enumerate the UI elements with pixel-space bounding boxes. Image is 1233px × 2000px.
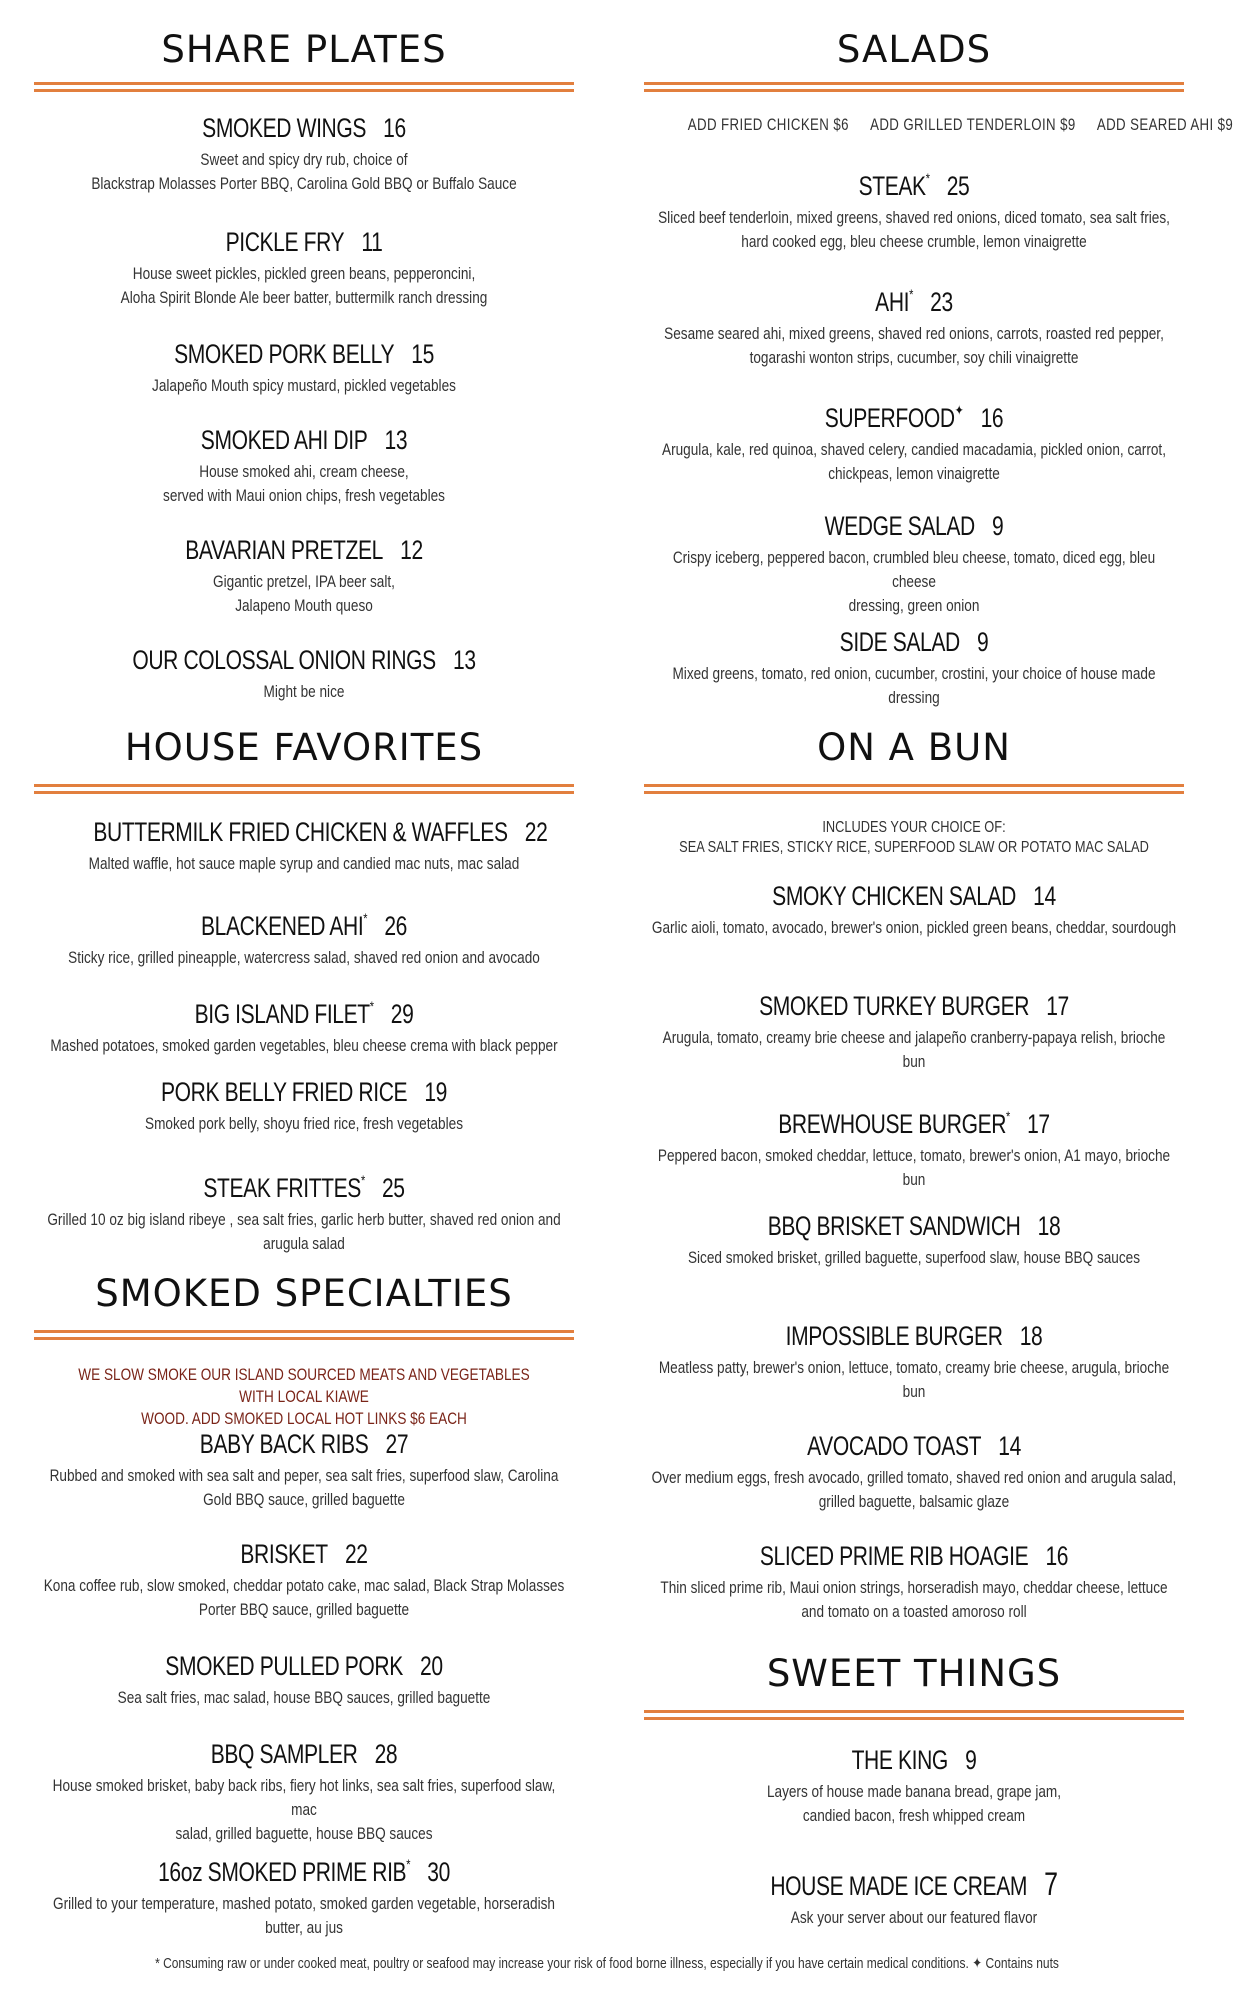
item-name: BRISKET [240, 1539, 328, 1569]
menu-item-heading [703, 162, 1124, 202]
menu-item-side-salad [644, 626, 1184, 710]
smoked-note: WE SLOW SMOKE OUR ISLAND SOURCED MEATS AND VEGETABLES WITH LOCAL KIAWE WOOD. ADD SMOKED LOCAL HOT LINKS $6 EACH [78, 1365, 530, 1428]
item-price: 17 [1027, 1109, 1050, 1139]
menu-item-blackened-ahi [34, 902, 574, 970]
item-price: 16 [980, 403, 1004, 433]
smoked-specialties-title: SMOKED SPECIALTIES [95, 1272, 513, 1315]
house-favorites-title: HOUSE FAVORITES [124, 726, 484, 769]
menu-item-heading [703, 394, 1124, 434]
item-price: 9 [965, 1745, 977, 1775]
menu-item-heading [703, 1540, 1124, 1572]
item-description: Sliced beef tenderloin, mixed greens, shaved red onions, diced tomato, sea salt fries, hard cooked egg, bleu cheese crumble, lemon vinaigrette [658, 208, 1170, 251]
item-name: IMPOSSIBLE BURGER [785, 1321, 1003, 1351]
item-price: 19 [424, 1077, 447, 1107]
salads-title: SALADS [836, 28, 992, 71]
menu-item-heading [93, 1538, 514, 1570]
item-price: 29 [390, 999, 414, 1029]
item-price: 14 [1033, 881, 1056, 911]
section-rule [34, 1330, 574, 1340]
item-description: Arugula, kale, red quinoa, shaved celery, candied macadamia, pickled onion, carrot, chickpeas, lemon vinaigrette [662, 440, 1166, 483]
menu-item-house-made-ice-cream [644, 1868, 1184, 1930]
menu-item-steak-frittes [34, 1164, 574, 1256]
menu-item-heading [93, 1650, 514, 1682]
menu-item-heading [703, 1744, 1124, 1776]
menu-item-impossible-burger [644, 1320, 1184, 1404]
item-price: 7 [1044, 1866, 1058, 1902]
item-description: House smoked brisket, baby back ribs, fiery hot links, sea salt fries, superfood slaw, mac salad, grilled baguette, house BBQ sauces [52, 1776, 556, 1843]
item-description: Garlic aioli, tomato, avocado, brewer's onion, pickled green beans, cheddar, sourdough [651, 918, 1177, 937]
menu-item-heading [93, 1428, 514, 1460]
menu-item-heading [93, 1848, 514, 1888]
item-description: Arugula, tomato, creamy brie cheese and jalapeño cranberry-papaya relish, brioche bun [662, 1028, 1166, 1071]
item-name: BUTTERMILK FRIED CHICKEN & WAFFLES [93, 817, 508, 847]
section-rule [644, 784, 1184, 794]
menu-item-heading [93, 1164, 514, 1204]
raw-warning-mark: * [363, 910, 368, 926]
item-description: Smoked pork belly, shoyu fried rice, fresh vegetables [145, 1114, 463, 1133]
item-price: 11 [361, 227, 383, 257]
addon-grilled-tenderloin: ADD GRILLED TENDERLOIN $9 [870, 115, 1076, 134]
menu-item-brewhouse-burger [644, 1100, 1184, 1192]
item-price: 26 [384, 911, 407, 941]
menu-item-heading [93, 112, 514, 144]
item-description: Crispy iceberg, peppered bacon, crumbled bleu cheese, tomato, diced egg, bleu cheese dressing, green onion [672, 548, 1156, 615]
item-name: SLICED PRIME RIB HOAGIE [759, 1541, 1029, 1571]
section-rule [644, 82, 1184, 92]
item-description: Mixed greens, tomato, red onion, cucumber, crostini, your choice of house made dressing [672, 664, 1156, 707]
item-price: 12 [400, 535, 423, 565]
item-description: Sweet and spicy dry rub, choice of Blackstrap Molasses Porter BBQ, Carolina Gold BBQ or Buffalo Sauce [91, 150, 517, 193]
menu-item-heading [703, 1868, 1124, 1902]
item-name: PORK BELLY FRIED RICE [161, 1077, 408, 1107]
section-rule [34, 784, 574, 794]
menu-item-big-island-filet [34, 990, 574, 1058]
item-price: 25 [946, 171, 970, 201]
menu-item-pickle-fry [34, 226, 574, 310]
menu-item-heading [703, 278, 1124, 318]
menu-item-16oz-smoked-prime-rib [34, 1848, 574, 1940]
item-description: House smoked ahi, cream cheese, served with Maui onion chips, fresh vegetables [163, 462, 445, 505]
menu-item-heading [93, 902, 514, 942]
menu-item-baby-back-ribs [34, 1428, 574, 1512]
item-name: SIDE SALAD [839, 627, 960, 657]
item-description: Siced smoked brisket, grilled baguette, superfood slaw, house BBQ sauces [687, 1248, 1141, 1267]
menu-item-heading [93, 816, 548, 848]
item-name: SMOKED PULLED PORK [165, 1651, 403, 1681]
item-price: 17 [1046, 991, 1069, 1021]
raw-warning-mark: * [360, 1172, 365, 1188]
item-name: BABY BACK RIBS [199, 1429, 369, 1459]
section-rule [34, 82, 574, 92]
item-name: SMOKED WINGS [202, 113, 366, 143]
item-name: SMOKED TURKEY BURGER [759, 991, 1030, 1021]
item-description: Meatless patty, brewer's onion, lettuce, tomato, creamy brie cheese, arugula, brioche bun [658, 1358, 1170, 1401]
menu-item-heading [703, 880, 1124, 912]
item-price: 28 [374, 1739, 398, 1769]
item-price: 13 [384, 425, 408, 455]
item-price: 25 [381, 1173, 405, 1203]
item-description: Peppered bacon, smoked cheddar, lettuce, tomato, brewer's onion, A1 mayo, brioche bun [657, 1146, 1171, 1189]
menu-item-heading [93, 424, 514, 456]
item-price: 14 [998, 1431, 1021, 1461]
contains-nuts-icon: ✦ [954, 402, 964, 418]
item-name: HOUSE MADE ICE CREAM [770, 1871, 1028, 1901]
item-name: BLACKENED AHI [201, 911, 364, 941]
raw-warning-mark: * [925, 170, 930, 186]
item-price: 9 [992, 511, 1004, 541]
menu-item-heading [93, 226, 514, 258]
raw-warning-mark: * [369, 998, 374, 1014]
item-description: Kona coffee rub, slow smoked, cheddar potato cake, mac salad, Black Strap Molasses Porter BBQ sauce, grilled baguette [43, 1576, 565, 1619]
menu-item-heading [703, 1210, 1124, 1242]
bun-includes-note: INCLUDES YOUR CHOICE OF: SEA SALT FRIES, STICKY RICE, SUPERFOOD SLAW OR POTATO MAC SALAD [679, 819, 1149, 856]
item-name: BBQ SAMPLER [210, 1739, 358, 1769]
menu-item-avocado-toast [644, 1430, 1184, 1514]
item-price: 27 [385, 1429, 409, 1459]
addon-fried-chicken: ADD FRIED CHICKEN $6 [687, 115, 849, 134]
item-name: WEDGE SALAD [824, 511, 975, 541]
item-price: 30 [427, 1857, 450, 1887]
item-name: SMOKED AHI DIP [200, 425, 368, 455]
item-description: Over medium eggs, fresh avocado, grilled tomato, shaved red onion and arugula salad, grilled baguette, balsamic glaze [651, 1468, 1177, 1511]
item-description: Gigantic pretzel, IPA beer salt, Jalapeno Mouth queso [213, 572, 395, 615]
item-name: BBQ BRISKET SANDWICH [767, 1211, 1021, 1241]
menu-item-superfood [644, 394, 1184, 486]
item-name: STEAK FRITTES [203, 1173, 361, 1203]
item-description: Mashed potatoes, smoked garden vegetables, bleu cheese crema with black pepper [50, 1036, 558, 1055]
menu-item-smoked-pork-belly [34, 338, 574, 398]
item-description: Might be nice [263, 682, 345, 701]
raw-warning-mark: * [406, 1856, 411, 1872]
menu-item-sliced-prime-rib-hoagie [644, 1540, 1184, 1624]
menu-item-heading [93, 1076, 514, 1108]
item-name: AVOCADO TOAST [807, 1431, 982, 1461]
item-price: 18 [1019, 1321, 1043, 1351]
menu-item-ahi [644, 278, 1184, 370]
menu-item-smoked-ahi-dip [34, 424, 574, 508]
menu-item-pork-belly-fried-rice [34, 1076, 574, 1136]
item-price: 20 [420, 1651, 443, 1681]
item-name: SMOKED PORK BELLY [174, 339, 395, 369]
item-description: Layers of house made banana bread, grape jam, candied bacon, fresh whipped cream [766, 1782, 1062, 1825]
item-description: Grilled 10 oz big island ribeye , sea salt fries, garlic herb butter, shaved red onion and arugula salad [47, 1210, 561, 1253]
allergen-footnote: * Consuming raw or under cooked meat, poultry or seafood may increase your risk of food borne illness, especially if you have certain medical conditions. ✦ Contains nuts [155, 1955, 1059, 1972]
item-price: 9 [976, 627, 989, 657]
item-name: SUPERFOOD [824, 403, 955, 433]
menu-item-smoked-wings [34, 112, 574, 196]
item-description: House sweet pickles, pickled green beans, pepperoncini, Aloha Spirit Blonde Ale beer batter, buttermilk ranch dressing [120, 264, 488, 307]
menu-item-heading [703, 1320, 1124, 1352]
menu-item-bbq-brisket-sandwich [644, 1210, 1184, 1270]
item-price: 23 [930, 287, 953, 317]
item-description: Rubbed and smoked with sea salt and peper, sea salt fries, superfood slaw, Carolina Gold BBQ sauce, grilled baguette [49, 1466, 559, 1509]
menu-item-heading [93, 338, 514, 370]
salad-addons [687, 114, 1233, 136]
menu-item-smoky-chicken-salad [644, 880, 1184, 940]
menu-item-wedge-salad [644, 510, 1184, 618]
menu-item-smoked-turkey-burger [644, 990, 1184, 1074]
item-price: 22 [524, 817, 548, 847]
menu-item-heading [703, 1100, 1124, 1140]
item-price: 22 [344, 1539, 368, 1569]
menu-item-steak [644, 162, 1184, 254]
item-description: Thin sliced prime rib, Maui onion strings, horseradish mayo, cheddar cheese, lettuce and tomato on a toasted amoroso roll [660, 1578, 1168, 1621]
item-name: BAVARIAN PRETZEL [185, 535, 383, 565]
sweet-things-title: SWEET THINGS [766, 1652, 1062, 1695]
menu-item-heading [93, 1738, 514, 1770]
menu-item-bavarian-pretzel [34, 534, 574, 618]
item-price: 15 [411, 339, 434, 369]
item-name: OUR COLOSSAL ONION RINGS [132, 645, 436, 675]
raw-warning-mark: * [1006, 1108, 1010, 1124]
menu-item-heading [93, 644, 514, 676]
menu-item-heading [93, 534, 514, 566]
menu-item-our-colossal-onion-rings [34, 644, 574, 704]
item-name: BIG ISLAND FILET [194, 999, 370, 1029]
menu-item-heading [703, 510, 1124, 542]
menu-item-bbq-sampler [34, 1738, 574, 1846]
item-description: Sea salt fries, mac salad, house BBQ sauces, grilled baguette [117, 1688, 491, 1707]
item-price: 13 [452, 645, 476, 675]
item-name: PICKLE FRY [225, 227, 345, 257]
item-name: 16oz SMOKED PRIME RIB [158, 1857, 407, 1887]
addon-seared-ahi: ADD SEARED AHI $9 [1096, 115, 1233, 134]
item-price: 16 [383, 113, 406, 143]
menu-item-the-king [644, 1744, 1184, 1828]
section-rule [644, 1710, 1184, 1720]
share-plates-title: SHARE PLATES [161, 28, 447, 71]
menu-item-buttermilk-fried-chicken-waffles [34, 816, 574, 876]
menu-item-heading [703, 1430, 1124, 1462]
item-name: BREWHOUSE BURGER [778, 1109, 1007, 1139]
menu-item-heading [703, 990, 1124, 1022]
item-name: AHI [875, 287, 910, 317]
on-a-bun-title: ON A BUN [817, 726, 1011, 769]
item-description: Sticky rice, grilled pineapple, watercress salad, shaved red onion and avocado [68, 948, 540, 967]
item-description: Sesame seared ahi, mixed greens, shaved red onions, carrots, roasted red pepper, togarashi wonton strips, cucumber, soy chili vinaigrette [664, 324, 1164, 367]
item-name: SMOKY CHICKEN SALAD [772, 881, 1016, 911]
item-description: Jalapeño Mouth spicy mustard, pickled vegetables [152, 376, 456, 395]
item-name: STEAK [858, 171, 926, 201]
item-description: Grilled to your temperature, mashed potato, smoked garden vegetable, horseradish butter, au jus [53, 1894, 555, 1937]
item-price: 16 [1045, 1541, 1069, 1571]
menu-item-heading [93, 990, 514, 1030]
menu-item-smoked-pulled-pork [34, 1650, 574, 1710]
item-name: THE KING [851, 1745, 948, 1775]
item-description: Ask your server about our featured flavor [790, 1908, 1038, 1927]
menu-item-brisket [34, 1538, 574, 1622]
item-price: 18 [1037, 1211, 1061, 1241]
menu-item-heading [703, 626, 1124, 658]
raw-warning-mark: * [909, 286, 913, 302]
item-description: Malted waffle, hot sauce maple syrup and candied mac nuts, mac salad [88, 854, 520, 873]
